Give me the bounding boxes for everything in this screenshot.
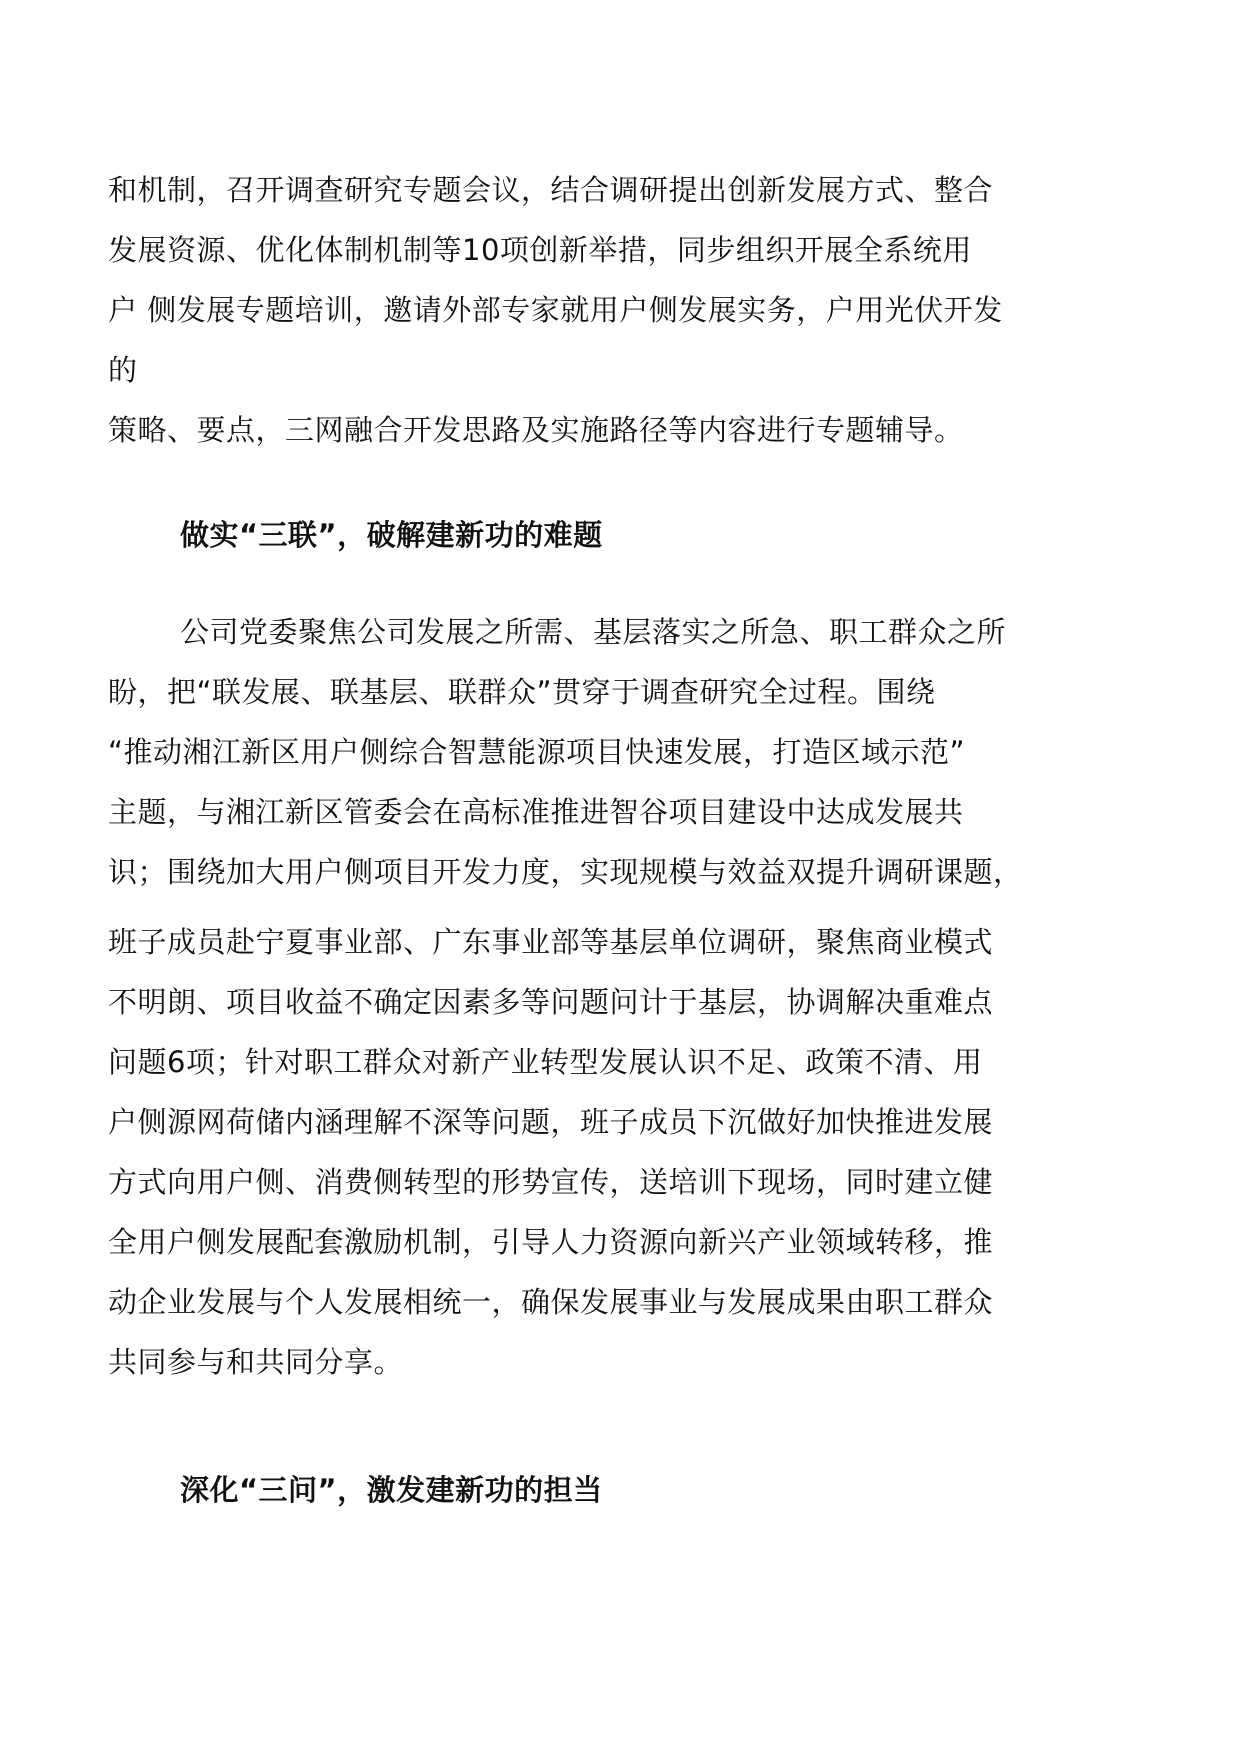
body-text-line: 户 侧发展专题培训，邀请外部专家就用户侧发展实务，户用光伏开发 (108, 293, 1003, 327)
section-heading: 深化“三问”，激发建新功的担当 (180, 1473, 603, 1507)
body-text-line: 策略、要点，三网融合开发思路及实施路径等内容进行专题辅导。 (108, 413, 964, 447)
body-text-line: 全用户侧发展配套激励机制，引导人力资源向新兴产业领域转移，推 (108, 1225, 994, 1259)
body-text-line: 户侧源网荷储内涵理解不深等问题，班子成员下沉做好加快推进发展 (108, 1105, 994, 1139)
body-text-line: 方式向用户侧、消费侧转型的形势宣传，送培训下现场，同时建立健 (108, 1165, 994, 1199)
body-text-line: 共同参与和共同分享。 (108, 1345, 404, 1379)
body-text-line: 问题6项；针对职工群众对新产业转型发展认识不足、政策不清、用 (108, 1045, 983, 1079)
body-text-line: 不明朗、项目收益不确定因素多等问题问计于基层，协调解决重难点 (108, 985, 994, 1019)
body-text-line: “推动湘江新区用户侧综合智慧能源项目快速发展，打造区域示范” (108, 735, 966, 769)
body-text-line: 识；围绕加大用户侧项目开发力度，实现规模与效益双提升调研课题， (108, 855, 1023, 889)
body-text-line: 发展资源、优化体制机制等10项创新举措，同步组织开展全系统用 (108, 233, 972, 267)
section-heading: 做实“三联”，破解建新功的难题 (180, 518, 603, 552)
body-text-line: 班子成员赴宁夏事业部、广东事业部等基层单位调研，聚焦商业模式 (108, 925, 994, 959)
body-text-line: 主题，与湘江新区管委会在高标准推进智谷项目建设中达成发展共 (108, 795, 964, 829)
body-text-line: 公司党委聚焦公司发展之所需、基层落实之所急、职工群众之所 (180, 615, 1007, 649)
body-text-line: 动企业发展与个人发展相统一，确保发展事业与发展成果由职工群众 (108, 1285, 994, 1319)
body-text-line: 盼，把“联发展、联基层、联群众”贯穿于调查研究全过程。围绕 (108, 675, 936, 709)
body-text-line: 的 (108, 353, 138, 387)
body-text-line: 和机制，召开调查研究专题会议，结合调研提出创新发展方式、整合 (108, 173, 994, 207)
